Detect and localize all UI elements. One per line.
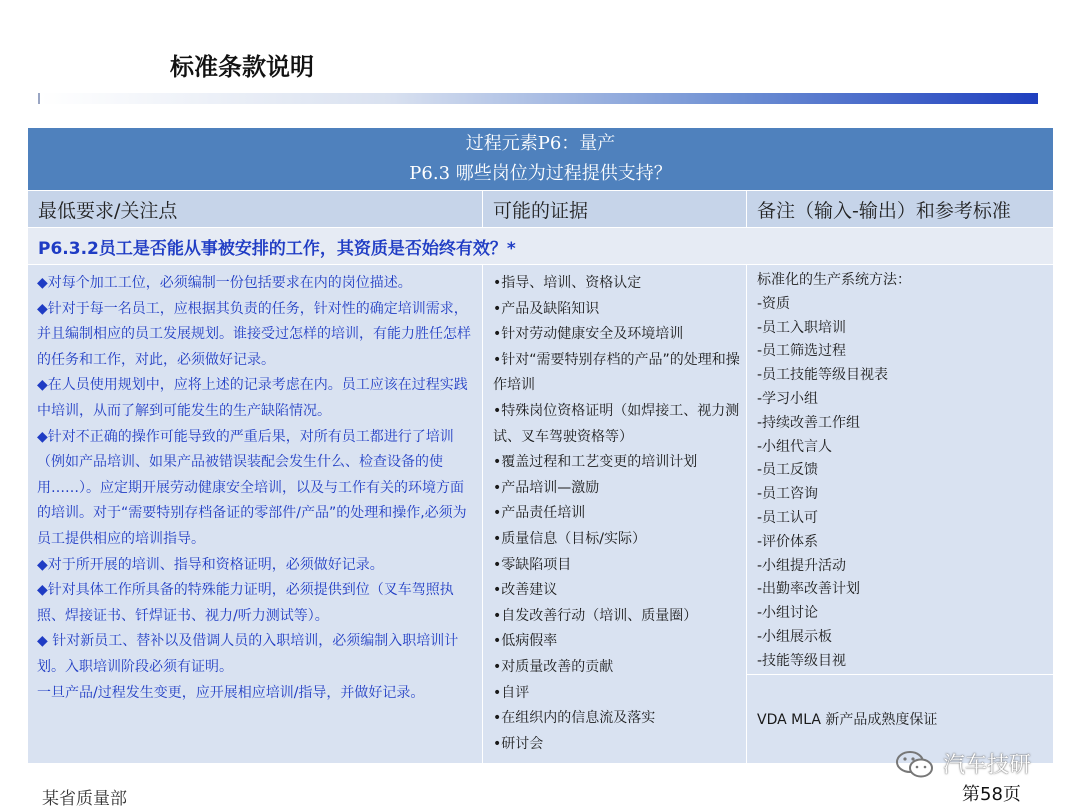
column-header-requirements: 最低要求/关注点 [28,191,483,228]
evidence-item: •对质量改善的贡献 [493,658,614,675]
note-item: -员工筛选过程 [757,343,847,360]
note-item: -持续改善工作组 [757,414,861,431]
evidence-item: •低病假率 [493,633,558,650]
note-item: -小组展示板 [757,628,833,645]
notes-list [757,293,1047,674]
evidence-item: •产品及缺陷知识 [493,300,600,317]
evidence-item: •改善建议 [493,582,558,599]
evidence-item: •指导、培训、资格认定 [493,275,642,291]
evidence-item: •产品责任培训 [493,505,586,522]
evidence-item: •研讨会 [493,735,544,752]
page-number: 第58页 [962,784,1021,805]
note-item: -员工技能等级目视表 [757,367,889,384]
note-item: -员工入职培训 [757,319,847,336]
requirements-list [37,271,476,706]
column-header-notes: 备注（输入-输出）和参考标准 [747,191,1054,228]
requirement-item: ◆ 针对新员工、替补以及借调人员的入职培训，必须编制入职培训计划。入职培训阶段必须有证明。 [37,633,459,675]
evidence-item: •特殊岗位资格证明（如焊接工、视力测试、叉车驾驶资格等） [493,402,740,445]
evidence-item: •在组织内的信息流及落实 [493,710,656,727]
evidence-cell [483,265,747,764]
note-item: -小组讨论 [757,605,819,622]
note-item: -出勤率改善计划 [757,581,861,598]
slide-title: 标准条款说明 [170,53,314,81]
requirement-item: ◆针对于每一名员工，应根据其负责的任务，针对性的确定培训需求，并且编制相应的员工发展规划。谁接受过怎样的培训，有能力胜任怎样的任务和工作，对此，必须做好记录。 [37,300,471,368]
requirement-item: ◆在人员使用规划中，应将上述的记录考虑在内。员工应该在过程实践中培训，从而了解到可能发生的生产缺陷情况。 [37,377,468,419]
note-item: -学习小组 [757,390,819,407]
watermark [895,748,1031,779]
note-item: -员工反馈 [757,462,819,479]
note-item: -技能等级目视 [757,652,847,669]
wechat-icon [895,749,935,779]
note-item: -评价体系 [757,533,819,550]
question-row: P6.3.2员工是否能从事被安排的工作，其资质是否始终有效？* [28,228,1054,265]
question-group-title: P6.3 哪些岗位为过程提供支持？ [409,163,672,184]
notes-title: 标准化的生产系统方法： [757,272,911,288]
note-item: -员工咨询 [757,486,819,503]
table-header [28,128,1054,191]
note-item: -小组代言人 [757,438,833,455]
evidence-item: •自发改善行动（培训、质量圈） [493,607,698,624]
requirement-item: ◆针对具体工作所具备的特殊能力证明，必须提供到位（叉车驾照执照、焊接证书、钎焊证书、视力/听力测试等）。 [37,582,454,624]
column-header-evidence: 可能的证据 [483,191,747,228]
watermark-text: 汽车技研 [943,753,1032,778]
evidence-item: •零缺陷项目 [493,556,572,573]
footer-department: 某省质量部 [42,789,127,809]
evidence-item: •产品培训—激励 [493,479,600,496]
requirements-cell [28,265,483,764]
process-element-title: 过程元素P6：量产 [465,133,616,154]
reference-cell: VDA MLA 新产品成熟度保证 [747,675,1054,764]
note-item: -资质 [757,295,791,312]
evidence-item: •针对劳动健康安全及环境培训 [493,326,684,343]
note-item: -小组提升活动 [757,557,847,574]
note-item: -员工认可 [757,509,819,526]
title-underline-bar [38,93,1038,104]
evidence-item: •自评 [493,684,530,701]
evidence-item: •覆盖过程和工艺变更的培训计划 [493,454,698,471]
requirement-item: 一旦产品/过程发生变更，应开展相应培训/指导，并做好记录。 [37,684,425,701]
notes-cell [747,265,1054,675]
requirement-item: ◆针对不正确的操作可能导致的严重后果，对所有员工都进行了培训（例如产品培训、如果产品被错误装配会发生什么、检查设备的使用……）。应定期开展劳动健康安全培训，以及与工作有关的环境方面的培训。对于“需要特别存档备证的零部件/产品”的处理和操作,必须为员工提供相应的培训指导。 [37,428,467,547]
evidence-item: •针对“需要特别存档的产品”的处理和操作培训 [493,351,740,394]
standard-clause-table [27,127,1054,764]
evidence-item: •质量信息（目标/实际） [493,530,646,547]
requirement-item: ◆对每个加工工位，必须编制一份包括要求在内的岗位描述。 [37,275,412,291]
evidence-list [493,271,740,757]
requirement-item: ◆对于所开展的培训、指导和资格证明，必须做好记录。 [37,556,384,573]
